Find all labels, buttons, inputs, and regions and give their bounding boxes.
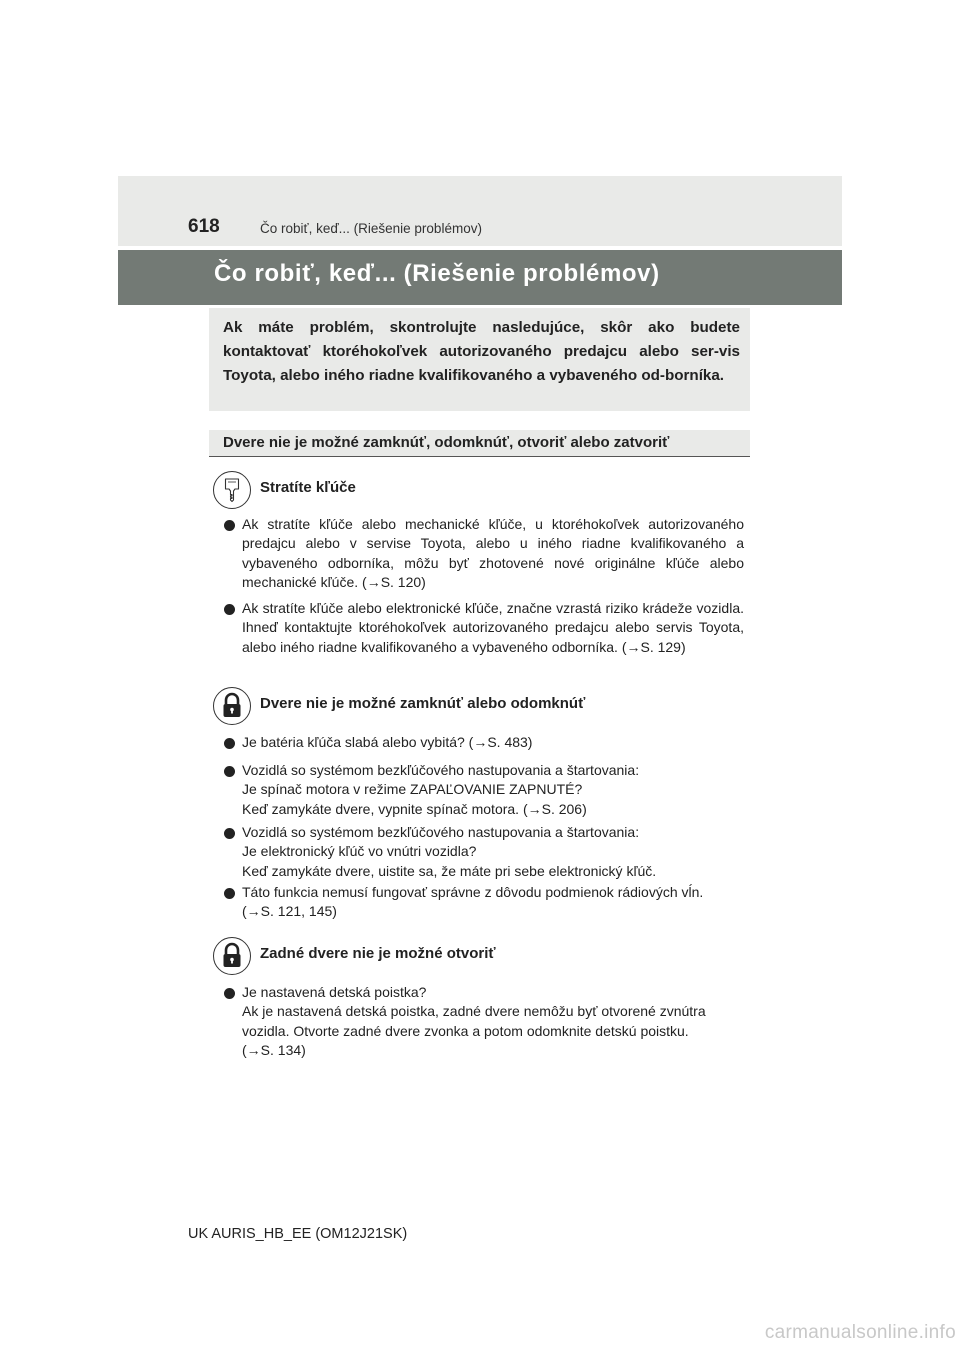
watermark: carmanualsonline.info bbox=[764, 1322, 956, 1343]
subheading-rear-door: Zadné dvere nie je možné otvoriť bbox=[260, 945, 496, 962]
page-number: 618 bbox=[188, 216, 220, 237]
page-title: Čo robiť, keď... (Riešenie problémov) bbox=[214, 260, 660, 287]
bullet bbox=[224, 766, 235, 777]
bullet bbox=[224, 888, 235, 899]
intro-text: Ak máte problém, skontrolujte nasledujúce, skôr ako budete kontaktovať ktoréhokoľvek autorizovaného predajcu alebo ser-vis Toyota, alebo iného riadne kvalifikovaného a vybaveného od-borníka. bbox=[223, 319, 740, 384]
subheading-lock-unlock: Dvere nie je možné zamknúť alebo odomknúť bbox=[260, 695, 586, 712]
list-item: Je batéria kľúča slabá alebo vybitá? (→S. 483) bbox=[242, 734, 533, 750]
section-heading-text: Dvere nie je možné zamknúť, odomknúť, otvoriť alebo zatvoriť bbox=[223, 434, 670, 451]
footer-model-code: UK AURIS_HB_EE (OM12J21SK) bbox=[188, 1226, 408, 1242]
list-item: Ak stratíte kľúče alebo elektronické kľúče, značne vzrastá riziko krádeže vozidla. Ihneď kontaktujte ktoréhokoľvek autorizovaného predajcu alebo servis Toyota, alebo iného riadne kvalifikovaného a vybaveného odborníka. (→S. 129) bbox=[242, 600, 744, 655]
key-icon bbox=[213, 471, 251, 509]
list-item: Ak stratíte kľúče alebo mechanické kľúče, u ktoréhokoľvek autorizovaného predajcu alebo v servise Toyota, alebo u iného riadne kvalifikovaného a vybaveného odborníka, môžu byť zhotovené nové originálne kľúče alebo mechanické kľúče. (→S. 120) bbox=[242, 516, 744, 590]
intro-box bbox=[209, 308, 750, 411]
title-bar bbox=[118, 250, 842, 305]
bullet bbox=[224, 828, 235, 839]
list-item: Táto funkcia nemusí fungovať správne z dôvodu podmienok rádiových vĺn. (→S. 121, 145) bbox=[242, 884, 704, 920]
bullet bbox=[224, 604, 235, 615]
bullet bbox=[224, 738, 235, 749]
bullet bbox=[224, 520, 235, 531]
list-item: Je nastavená detská poistka? Ak je nastavená detská poistka, zadné dvere nemôžu byť otvorené zvnútra vozidla. Otvorte zadné dvere zvonka a potom odomknite detskú poistku. (→S. 134) bbox=[242, 984, 706, 1058]
subheading-lost-keys: Stratíte kľúče bbox=[260, 479, 356, 496]
section-heading bbox=[209, 430, 750, 457]
lock-icon bbox=[213, 687, 251, 725]
list-item: Vozidlá so systémom bezkľúčového nastupovania a štartovania: Je elektronický kľúč vo vnútri vozidla? Keď zamykáte dvere, uistite sa, že máte pri sebe elektronický kľúč. bbox=[242, 824, 657, 879]
list-item: Vozidlá so systémom bezkľúčového nastupovania a štartovania: Je spínač motora v režime ZAPAĽOVANIE ZAPNUTÉ? Keď zamykáte dvere, vypnite spínač motora. (→S. 206) bbox=[242, 762, 640, 817]
bullet bbox=[224, 988, 235, 999]
running-title: Čo robiť, keď... (Riešenie problémov) bbox=[260, 221, 482, 236]
lock-icon bbox=[213, 937, 251, 975]
